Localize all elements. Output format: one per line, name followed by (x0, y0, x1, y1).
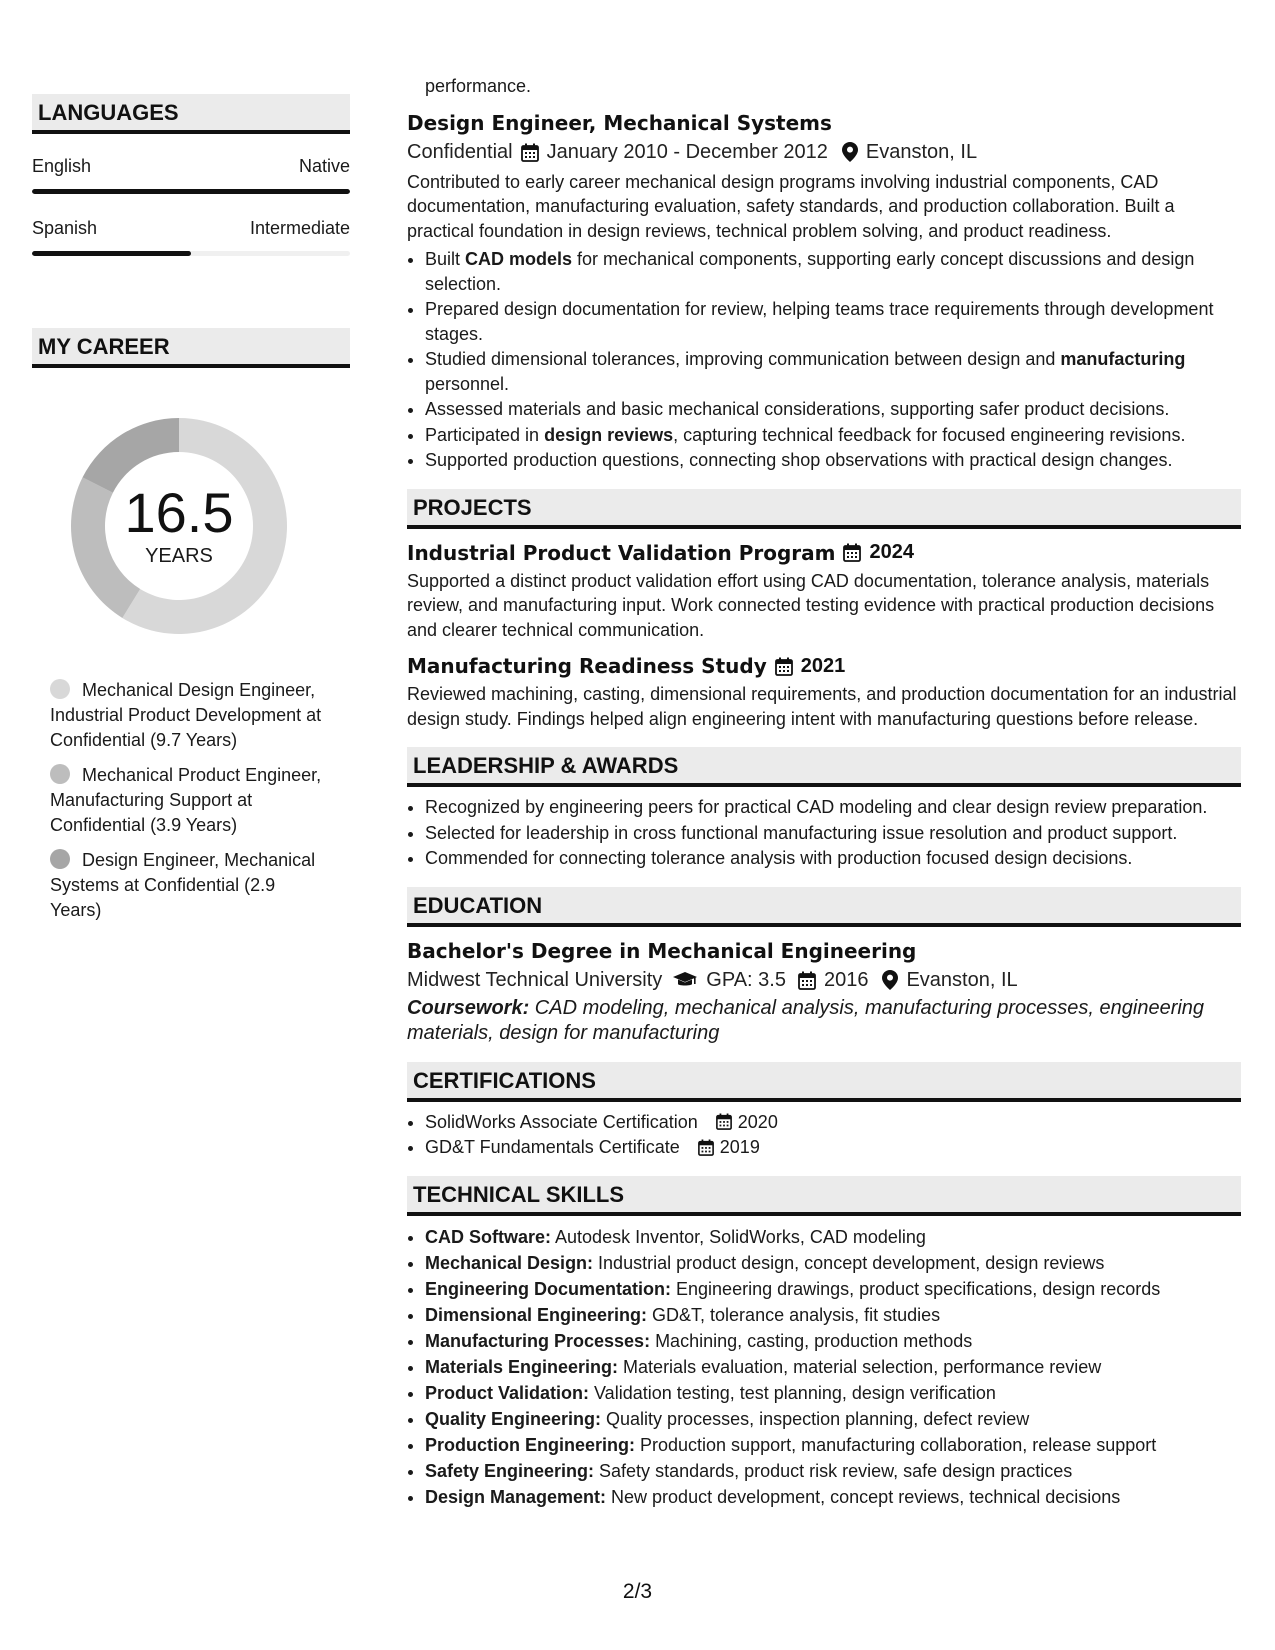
leadership-item: • Commended for connecting tolerance analysis with production focused design decisions. (425, 846, 1241, 871)
job-bullet: • Prepared design documentation for review, helping teams trace requirements through development stages. (425, 297, 1241, 346)
graduation-cap-icon (672, 971, 698, 989)
language-name: Spanish (32, 218, 98, 238)
project-item (407, 654, 1241, 731)
calendar-icon (775, 657, 793, 676)
certification-item (425, 1110, 1241, 1135)
legend-dot (50, 764, 70, 784)
career-heading: MY CAREER (32, 328, 350, 368)
projects-section (407, 489, 1241, 732)
career-section (32, 328, 350, 923)
job-company: Confidential (407, 140, 513, 163)
project-description: Reviewed machining, casting, dimensional requirements, and production documentation for an industrial design study. Findings helped align engineering intent with manufacturing questions before release. (407, 684, 1237, 729)
language-level: Native (298, 156, 350, 176)
job-bullets (407, 247, 1241, 473)
job-bullet: • Participated in design reviews, capturing technical feedback for focused engineering revisions. (425, 423, 1241, 448)
education-coursework (407, 996, 1241, 1046)
skill-item: • Dimensional Engineering: GD&T, tolerance analysis, fit studies (425, 1302, 1241, 1328)
certifications-section (407, 1062, 1241, 1160)
education-section (407, 887, 1241, 1046)
skill-item: • Production Engineering: Production support, manufacturing collaboration, release support (425, 1432, 1241, 1458)
skill-item: • Quality Engineering: Quality processes, inspection planning, defect review (425, 1406, 1241, 1432)
coursework-label: Coursework: (407, 996, 530, 1019)
job-bullet: • Built CAD models for mechanical components, supporting early concept discussions and design selection. (425, 247, 1241, 296)
leadership-section (407, 747, 1241, 871)
skill-item: • Engineering Documentation: Engineering drawings, product specifications, design records (425, 1276, 1241, 1302)
projects-heading: PROJECTS (407, 489, 1241, 529)
project-description: Supported a distinct product validation effort using CAD documentation, tolerance analysis, materials review, and manufacturing input. Work connected testing evidence with practical production decisions and clearer technical communication. (407, 570, 1215, 640)
education-gpa: GPA: 3.5 (706, 968, 786, 991)
education-heading: EDUCATION (407, 887, 1241, 927)
job-meta (407, 141, 1241, 164)
career-years-unit: YEARS (145, 544, 213, 567)
job-bullet: • Studied dimensional tolerances, improving communication between design and manufacturing personnel. (425, 347, 1241, 396)
career-total-years: 16.5 (124, 480, 234, 544)
language-level: Intermediate (249, 218, 350, 238)
career-legend-label: Mechanical Design Engineer, Industrial Product Development at Confidential (9.7 Years) (50, 680, 322, 750)
project-item (407, 541, 1241, 643)
education-school: Midwest Technical University (407, 968, 663, 991)
skill-item: • Mechanical Design: Industrial product design, concept development, design reviews (425, 1250, 1241, 1276)
location-pin-icon (882, 970, 898, 990)
career-legend-item (50, 763, 330, 838)
skills-list (407, 1224, 1241, 1510)
education-location: Evanston, IL (906, 968, 1018, 991)
legend-dot (50, 679, 70, 699)
skills-heading: TECHNICAL SKILLS (407, 1176, 1241, 1216)
leadership-list (407, 795, 1241, 871)
certifications-list (407, 1110, 1241, 1160)
career-donut-chart (65, 412, 293, 640)
calendar-icon (843, 543, 861, 562)
education-degree: Bachelor's Degree in Mechanical Engineering (407, 938, 917, 963)
project-title: Industrial Product Validation Program (407, 540, 836, 565)
left-column (32, 94, 350, 933)
language-proficiency-bar (32, 189, 350, 194)
calendar-icon (798, 971, 816, 990)
leadership-item: • Recognized by engineering peers for practical CAD modeling and clear design review preparation. (425, 795, 1241, 820)
calendar-icon (716, 1113, 732, 1130)
right-column (407, 74, 1241, 1510)
legend-dot (50, 849, 70, 869)
skill-item: • CAD Software: Autodesk Inventor, SolidWorks, CAD modeling (425, 1224, 1241, 1250)
certification-name: • SolidWorks Associate Certification (425, 1111, 698, 1132)
project-year: 2021 (800, 654, 846, 677)
skill-item: • Safety Engineering: Safety standards, product risk review, safe design practices (425, 1458, 1241, 1484)
leadership-heading: LEADERSHIP & AWARDS (407, 747, 1241, 787)
coursework-text: CAD modeling, mechanical analysis, manufacturing processes, engineering materials, design for manufacturing (407, 996, 1205, 1044)
project-title: Manufacturing Readiness Study (407, 654, 767, 678)
experience-carry-over: performance. (425, 76, 532, 96)
location-pin-icon (842, 142, 858, 162)
job-title: Design Engineer, Mechanical Systems (407, 110, 832, 135)
job-summary: Contributed to early career mechanical design programs involving industrial components, CAD documentation, manufacturing evaluation, safety standards, and production collaboration. Built a practical foundation in design reviews, technical problem solving, and product readiness. (407, 171, 1175, 241)
language-proficiency-fill (32, 251, 191, 256)
languages-section (32, 94, 350, 256)
job-bullet: • Supported production questions, connecting shop observations with practical design changes. (425, 448, 1241, 473)
career-legend-label: Mechanical Product Engineer, Manufacturing Support at Confidential (3.9 Years) (50, 765, 322, 835)
skill-item: • Product Validation: Validation testing, test planning, design verification (425, 1380, 1241, 1406)
certification-name: • GD&T Fundamentals Certificate (425, 1137, 680, 1157)
skill-item: • Manufacturing Processes: Machining, casting, production methods (425, 1328, 1241, 1354)
leadership-item: • Selected for leadership in cross functional manufacturing issue resolution and product support. (425, 821, 1241, 846)
languages-heading: LANGUAGES (32, 94, 350, 134)
education-meta (407, 969, 1241, 992)
calendar-icon (698, 1139, 714, 1156)
project-year: 2024 (869, 541, 914, 563)
career-legend-label: Design Engineer, Mechanical Systems at Confidential (2.9 Years) (50, 850, 316, 920)
certification-item (425, 1135, 1241, 1160)
education-year: 2016 (823, 968, 869, 991)
job-dates: January 2010 - December 2012 (546, 140, 828, 163)
certification-year: 2019 (719, 1137, 760, 1157)
job-location: Evanston, IL (865, 140, 978, 163)
career-legend-item (50, 848, 330, 923)
career-legend-item (50, 678, 330, 753)
career-legend (32, 678, 350, 923)
language-proficiency-fill (32, 189, 350, 194)
skill-item: • Materials Engineering: Materials evaluation, material selection, performance review (425, 1354, 1241, 1380)
language-proficiency-bar (32, 251, 350, 256)
language-name: English (32, 156, 92, 176)
experience-entry (407, 111, 1241, 473)
language-item (32, 156, 350, 194)
certifications-heading: CERTIFICATIONS (407, 1062, 1241, 1102)
language-item (32, 218, 350, 256)
skills-section (407, 1176, 1241, 1510)
job-bullet: • Assessed materials and basic mechanical considerations, supporting safer product decisions. (425, 397, 1241, 422)
certification-year: 2020 (737, 1111, 778, 1132)
page-number: 2/3 (622, 1580, 653, 1603)
career-donut-center (65, 412, 293, 640)
skill-item: • Design Management: New product development, concept reviews, technical decisions (425, 1484, 1241, 1510)
calendar-icon (521, 143, 539, 162)
